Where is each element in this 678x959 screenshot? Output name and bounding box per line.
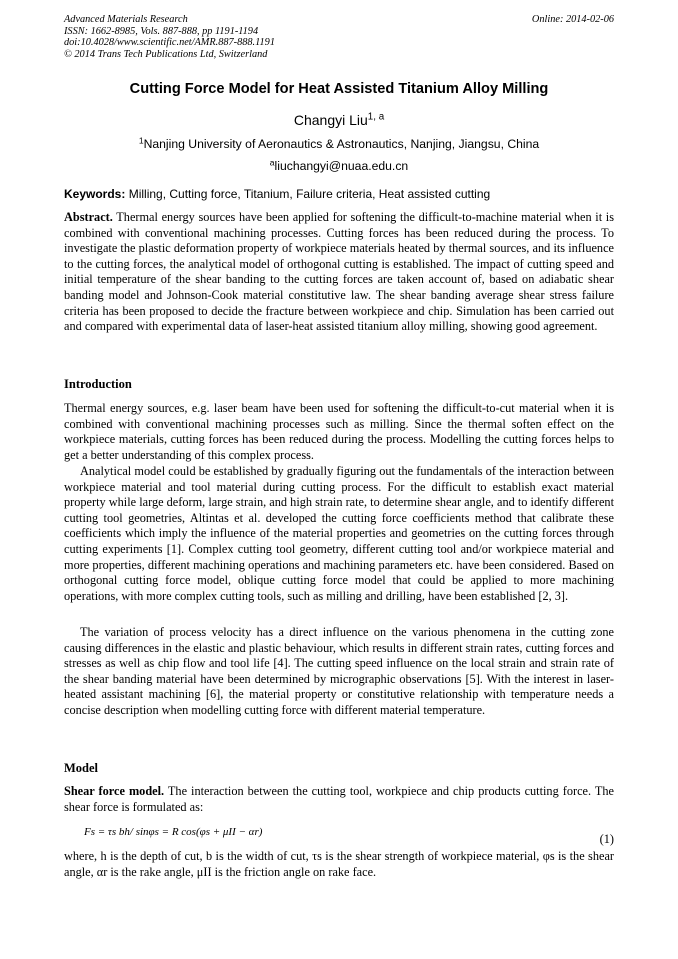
keywords-text: Milling, Cutting force, Titanium, Failure criteria, Heat assisted cutting [128, 187, 491, 201]
author-name: Changyi Liu [293, 112, 368, 128]
affiliation-text: Nanjing University of Aeronautics & Astronautics, Nanjing, Jiangsu, China [143, 137, 540, 151]
shear-force-label: Shear force model. [64, 784, 165, 798]
intro-paragraph-1: Thermal energy sources, e.g. laser beam have been used for softening the difficult-to-cut material when it is combined with conventional machining processes such as milling. Since the thermal soften effect on the workpiece materials, cutting forces has been reduced during the process. Modelling the cutting forces helps to get a better understanding of this complex process. [64, 401, 614, 462]
affiliation-line [40, 137, 638, 151]
author-line [40, 112, 638, 128]
keywords [64, 187, 614, 201]
introduction-heading: Introduction [64, 377, 132, 391]
model-heading: Model [64, 761, 99, 775]
abstract-label: Abstract. [64, 210, 113, 224]
journal-name: Advanced Materials Research [64, 14, 188, 25]
keywords-label: Keywords: [64, 187, 126, 201]
issn-line: ISSN: 1662-8985, Vols. 887-888, pp 1191-1194 [64, 25, 259, 37]
abstract-text: Thermal energy sources have been applied for softening the difficult-to-machine material when it is combined with conventional machining processes. Cutting forces has been reduced during the process. To investigate the plastic deformation property of workpiece materials heated by thermal sources, and its influence to the cutting forces, the analytical model of orthogonal cutting is established. The impact of cutting speed and initial temperature of the shear banding to the cutting forces are taken account of, based on adiabatic shear banding model and Johnson-Cook material constitutive law. The shear banding average shear stress failure criteria has been proposed to decide the fracture between workpiece and chip. Simulation has been carried out and compared with experimental data of laser-heat assisted titanium alloy milling, showing good agreement. [64, 210, 614, 334]
shear-force-text: The interaction between the cutting tool, workpiece and chip products cutting force. The shear force is formulated as: [64, 784, 614, 814]
email-address[interactable]: liuchangyi@nuaa.edu.cn [274, 159, 409, 173]
shear-force-paragraph [64, 784, 614, 815]
where-paragraph: where, h is the depth of cut, b is the width of cut, τs is the shear strength of workpiece material, φs is the shear angle, αr is the rake angle, μII is the friction angle on rake face. [64, 849, 614, 879]
affiliation-superscript: 1 [138, 135, 144, 146]
abstract [64, 210, 614, 335]
doi-line: doi:10.4028/www.scientific.net/AMR.887-888.1191 [64, 37, 275, 49]
email-superscript: a [269, 157, 275, 168]
copyright-line: © 2014 Trans Tech Publications Ltd, Switzerland [64, 48, 268, 60]
paper-title: Cutting Force Model for Heat Assisted Titanium Alloy Milling [129, 81, 549, 97]
journal-header [64, 14, 275, 60]
equation-1: Fs = τs bh/ sinφs = R cos(φs + μII − αr) [84, 826, 263, 838]
email-line [40, 159, 638, 173]
equation-number: (1) [599, 832, 614, 846]
intro-paragraph-2: Analytical model could be established by gradually figuring out the fundamentals of the interaction between workpiece material and tool material during cutting process. For the difficult to establish exact material property while large deform, large strain, and high strain rate, to determine shear angle, and to identify different cutting tool geometries, Altintas et al. developed the cutting force coefficients method that calibrate these coefficients which imply the influence of the material properties and geometries on the cutting forces through cutting experiments [1]. Complex cutting tool geometry, different cutting tool and/or workpiece material and more properties, different machining operations and machining parameters etc. have been considered. Based on orthogonal cutting force model, oblique cutting force model that could be applied to more machining operations, with more complex cutting tools, such as milling and drilling, have been established [2, 3]. [64, 464, 614, 603]
author-superscript: 1, a [367, 111, 385, 123]
online-date: Online: 2014-02-06 [531, 14, 614, 25]
intro-paragraph-3: The variation of process velocity has a direct influence on the various phenomena in the cutting zone causing differences in the elastic and plastic behaviour, which results in different strain rates, cutting forces and stresses as well as chip flow and tool life [4]. The cutting speed influence on the local strain and strain rate of the shear banding material have been determined by micrographic observations [5]. With the interest in laser-heated assistant machining [6], the material property or constitutive relationship with temperature needs a concise description when modelling cutting force with different material temperature. [64, 625, 614, 717]
